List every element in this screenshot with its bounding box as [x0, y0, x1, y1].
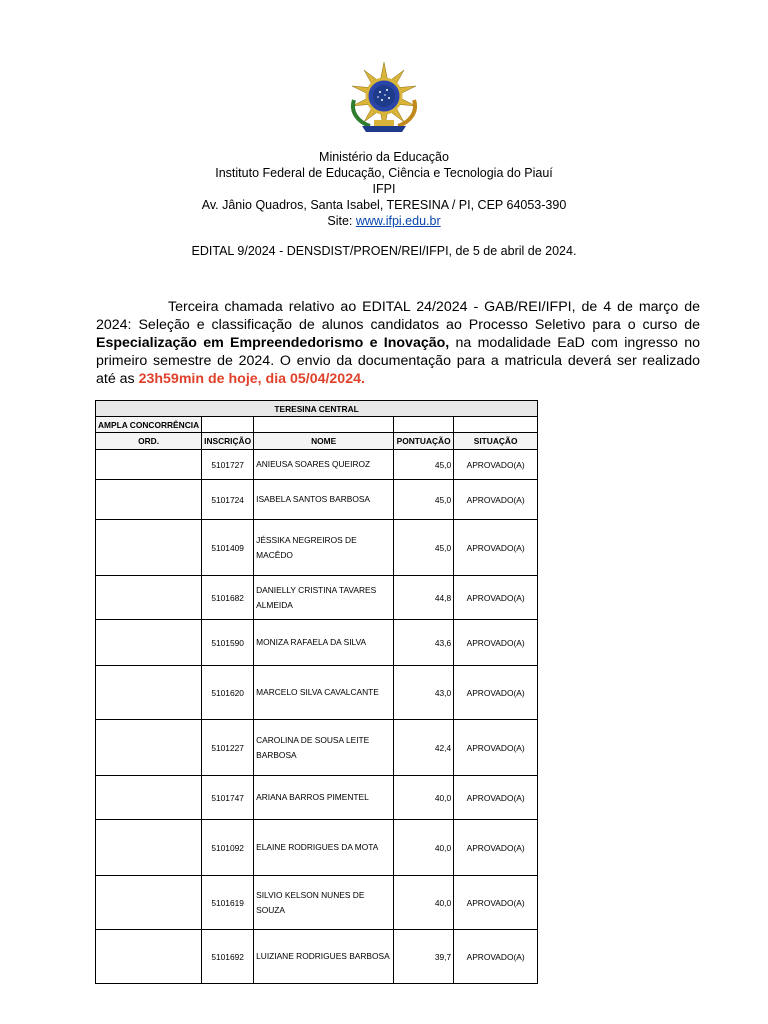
group-empty-cell	[454, 417, 538, 433]
cell-inscricao: 5101227	[202, 720, 254, 776]
table-row	[96, 720, 538, 776]
cell-inscricao: 5101620	[202, 666, 254, 720]
deadline-text: 23h59min de hoje, dia 05/04/2024.	[138, 371, 365, 387]
col-header-inscricao: INSCRIÇÃO	[202, 433, 254, 450]
cell-inscricao: 5101747	[202, 776, 254, 820]
cell-situacao: APROVADO(A)	[454, 520, 538, 576]
cell-ord	[96, 930, 202, 984]
cell-ord	[96, 776, 202, 820]
institute-address: Av. Jânio Quadros, Santa Isabel, TERESINA / PI, CEP 64053-390	[201, 198, 567, 212]
cell-ord	[96, 480, 202, 520]
cell-situacao: APROVADO(A)	[454, 876, 538, 930]
cell-inscricao: 5101619	[202, 876, 254, 930]
col-header-situacao: SITUAÇÃO	[454, 433, 538, 450]
cell-inscricao: 5101409	[202, 520, 254, 576]
cell-pontuacao: 45,0	[394, 480, 454, 520]
cell-situacao: APROVADO(A)	[454, 450, 538, 480]
cell-nome: MARCELO SILVA CAVALCANTE	[254, 666, 394, 720]
col-header-ord: ORD.	[96, 433, 202, 450]
institute-name: Instituto Federal de Educação, Ciência e Tecnologia do Piauí	[215, 166, 553, 180]
cell-nome: CAROLINA DE SOUSA LEITE BARBOSA	[254, 720, 394, 776]
intro-text-2: na modalidade EaD com ingresso no primeiro semestre de 2024. O envio da documentação para a matricula deverá ser realizado até as	[96, 335, 700, 387]
edital-title: EDITAL 9/2024 - DENSDIST/PROEN/REI/IFPI, de 5 de abril de 2024.	[191, 244, 577, 258]
cell-nome: ELAINE RODRIGUES DA MOTA	[254, 820, 394, 876]
column-header-row	[96, 433, 538, 450]
cell-situacao: APROVADO(A)	[454, 930, 538, 984]
cell-inscricao: 5101692	[202, 930, 254, 984]
cell-situacao: APROVADO(A)	[454, 776, 538, 820]
table-row	[96, 930, 538, 984]
cell-nome: DANIELLY CRISTINA TAVARES ALMEIDA	[254, 576, 394, 620]
cell-ord	[96, 450, 202, 480]
cell-ord	[96, 820, 202, 876]
results-table	[95, 400, 538, 984]
cell-inscricao: 5101724	[202, 480, 254, 520]
cell-situacao: APROVADO(A)	[454, 666, 538, 720]
cell-pontuacao: 40,0	[394, 876, 454, 930]
course-name: Especialização em Empreendedorismo e Inovação,	[96, 335, 450, 351]
cell-situacao: APROVADO(A)	[454, 576, 538, 620]
cell-pontuacao: 40,0	[394, 776, 454, 820]
site-label: Site:	[327, 214, 356, 228]
cell-situacao: APROVADO(A)	[454, 620, 538, 666]
cell-pontuacao: 45,0	[394, 520, 454, 576]
cell-nome: JÉSSIKA NEGREIROS DE MACÊDO	[254, 520, 394, 576]
campus-name: TERESINA CENTRAL	[96, 401, 538, 417]
cell-situacao: APROVADO(A)	[454, 480, 538, 520]
col-header-nome: NOME	[254, 433, 394, 450]
cell-pontuacao: 40,0	[394, 820, 454, 876]
table-row	[96, 520, 538, 576]
cell-nome: LUIZIANE RODRIGUES BARBOSA	[254, 930, 394, 984]
table-row	[96, 876, 538, 930]
table-row	[96, 576, 538, 620]
brazil-coat-of-arms-icon	[344, 60, 424, 136]
group-empty-cell	[394, 417, 454, 433]
cell-inscricao: 5101590	[202, 620, 254, 666]
cell-inscricao: 5101727	[202, 450, 254, 480]
table-row	[96, 776, 538, 820]
cell-ord	[96, 720, 202, 776]
cell-nome: SILVIO KELSON NUNES DE SOUZA	[254, 876, 394, 930]
group-empty-cell	[254, 417, 394, 433]
group-name: AMPLA CONCORRÊNCIA	[96, 417, 202, 433]
cell-inscricao: 5101682	[202, 576, 254, 620]
cell-ord	[96, 576, 202, 620]
cell-inscricao: 5101092	[202, 820, 254, 876]
cell-ord	[96, 876, 202, 930]
group-empty-cell	[202, 417, 254, 433]
site-line	[0, 213, 768, 229]
cell-ord	[96, 520, 202, 576]
cell-pontuacao: 39,7	[394, 930, 454, 984]
cell-pontuacao: 43,6	[394, 620, 454, 666]
table-row	[96, 820, 538, 876]
cell-pontuacao: 45,0	[394, 450, 454, 480]
ministry-name: Ministério da Educação	[319, 150, 449, 164]
table-row	[96, 666, 538, 720]
institution-header	[0, 149, 768, 229]
site-link[interactable]: www.ifpi.edu.br	[355, 214, 441, 228]
col-header-pontuacao: PONTUAÇÃO	[394, 433, 454, 450]
cell-nome: ISABELA SANTOS BARBOSA	[254, 480, 394, 520]
cell-ord	[96, 620, 202, 666]
cell-pontuacao: 43,0	[394, 666, 454, 720]
cell-pontuacao: 42,4	[394, 720, 454, 776]
intro-text-1: Terceira chamada relativo ao EDITAL 24/2024 - GAB/REI/IFPI, de 4 de março de 2024: Seleção e classificação de alunos candidatos ao Processo Seletivo para o curso de	[96, 299, 700, 333]
cell-situacao: APROVADO(A)	[454, 820, 538, 876]
campus-row	[96, 401, 538, 417]
intro-paragraph	[96, 298, 700, 388]
cell-nome: ARIANA BARROS PIMENTEL	[254, 776, 394, 820]
cell-pontuacao: 44,8	[394, 576, 454, 620]
institute-acronym: IFPI	[372, 182, 396, 196]
table-row	[96, 450, 538, 480]
cell-nome: ANIEUSA SOARES QUEIROZ	[254, 450, 394, 480]
group-row	[96, 417, 538, 433]
cell-ord	[96, 666, 202, 720]
table-row	[96, 480, 538, 520]
table-row	[96, 620, 538, 666]
cell-nome: MONIZA RAFAELA DA SILVA	[254, 620, 394, 666]
cell-situacao: APROVADO(A)	[454, 720, 538, 776]
